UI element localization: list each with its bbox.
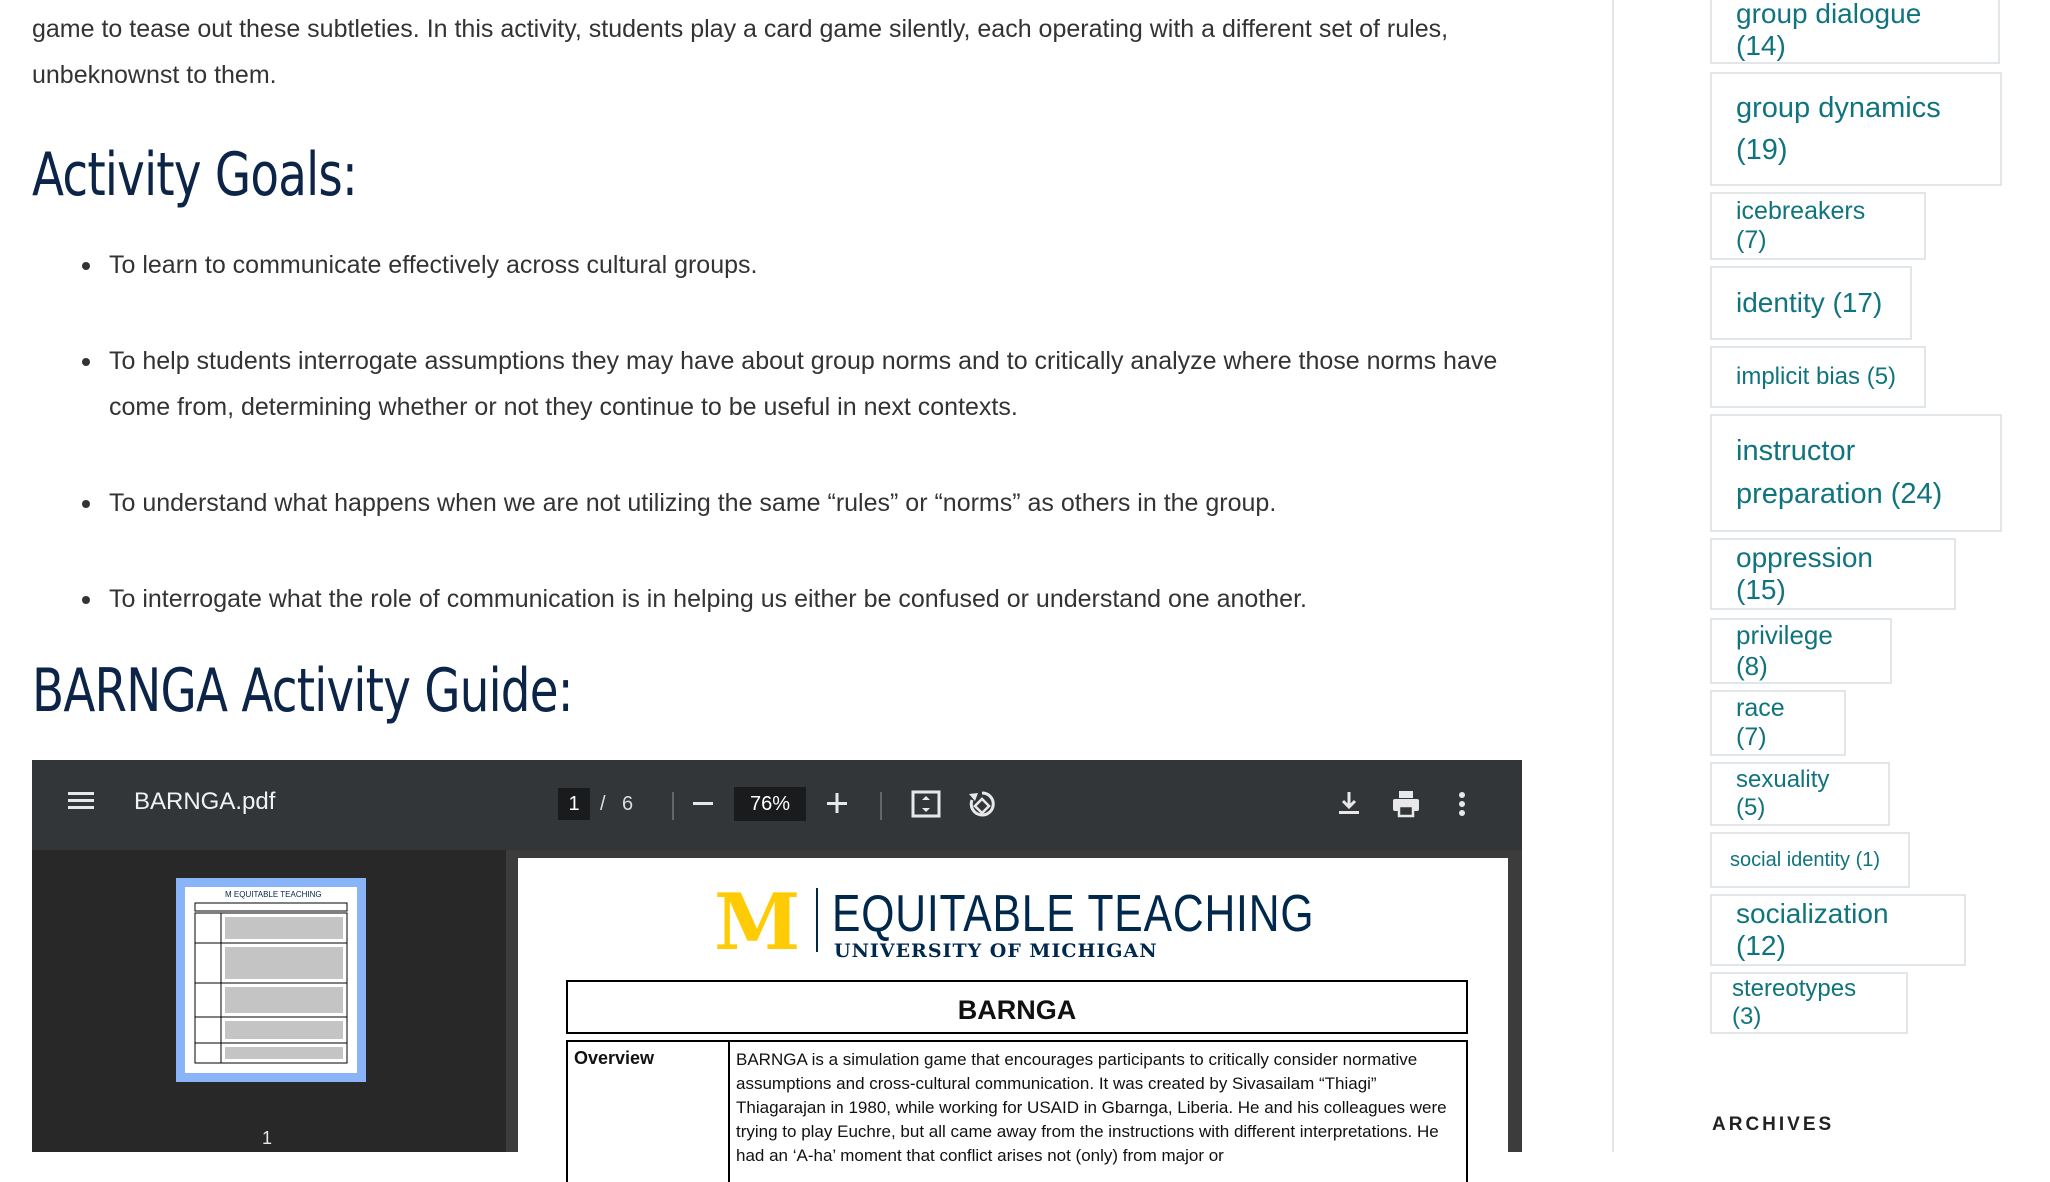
- page-total: 6: [622, 793, 634, 815]
- page-thumbnail[interactable]: [176, 878, 366, 1082]
- tag-group-dynamics[interactable]: [1710, 72, 2002, 186]
- document-title: BARNGA: [957, 995, 1077, 1025]
- zoom-in-icon[interactable]: [824, 790, 850, 824]
- document-title-box: [566, 980, 1468, 1034]
- tag-social-identity[interactable]: [1710, 832, 1910, 888]
- goal-item: To learn to communicate effectively across cultural groups.: [109, 242, 1539, 288]
- sidebar: [1612, 0, 2050, 1152]
- pdf-toolbar: [32, 760, 1522, 850]
- tag-identity[interactable]: [1710, 266, 1912, 340]
- tag-race[interactable]: [1710, 690, 1846, 756]
- tag-label: identity (17): [1736, 287, 1883, 318]
- brand-subtitle: UNIVERSITY OF MICHIGAN: [834, 940, 1158, 962]
- article: [32, 0, 1532, 726]
- tag-label: socialization (12): [1736, 898, 1889, 961]
- fit-page-icon[interactable]: [910, 788, 942, 828]
- goal-item: To help students interrogate assumptions they may have about group norms and to critically analyze where those norms have come from, determining whether or not they continue to be useful in next contexts.: [109, 338, 1539, 430]
- tag-label: group dynamics (19): [1736, 92, 1941, 166]
- zoom-out-icon[interactable]: [690, 790, 716, 824]
- toolbar-divider: [672, 792, 674, 820]
- tag-stereotypes[interactable]: [1710, 972, 1908, 1034]
- more-options-icon[interactable]: [1452, 788, 1472, 828]
- table-divider: [728, 1042, 730, 1182]
- goal-item: To understand what happens when we are not utilizing the same “rules” or “norms” as others in the group.: [109, 480, 1539, 526]
- toolbar-divider: [880, 792, 882, 820]
- pdf-viewer[interactable]: [32, 760, 1522, 1165]
- tag-label: icebreakers (7): [1736, 197, 1866, 254]
- tag-privilege[interactable]: [1710, 618, 1892, 684]
- intro-paragraph: game to tease out these subtleties. In this activity, students play a card game silently, each operating with a different set of rules, unbeknownst to them.: [32, 15, 1449, 89]
- tag-sexuality[interactable]: [1710, 762, 1890, 826]
- print-icon[interactable]: [1390, 788, 1422, 828]
- svg-text:M EQUITABLE TEACHING: M EQUITABLE TEACHING: [225, 890, 322, 899]
- tag-socialization[interactable]: [1710, 894, 1966, 966]
- thumbnail-page-number: 1: [262, 1128, 273, 1148]
- zoom-level-input[interactable]: 76%: [734, 787, 806, 821]
- tag-label: privilege (8): [1736, 620, 1833, 681]
- activity-guide-heading: BARNGA Activity Guide:: [32, 656, 573, 726]
- pdf-page: [518, 858, 1508, 1165]
- goals-list: [32, 242, 1539, 672]
- archives-heading: ARCHIVES: [1712, 1114, 1835, 1135]
- tag-group-dialogue[interactable]: [1710, 0, 2000, 64]
- overview-text: BARNGA is a simulation game that encourages participants to critically consider normative assumptions and cross-cultural communication. It was created by Sivasailam “Thiagi” Thiagarajan in 1980, while working for USAID in Gbarnga, Liberia. He and his colleagues were trying to play Euchre, but all came away from the instructions with different interpretations. He had an ‘A-ha’ moment that conflict arises not (only) from major or: [736, 1050, 1447, 1165]
- download-icon[interactable]: [1334, 788, 1364, 826]
- tag-label: oppression (15): [1736, 542, 1873, 605]
- brand-title: EQUITABLE TEACHING: [832, 885, 1315, 943]
- overview-row: [566, 1040, 1468, 1182]
- tag-label: implicit bias (5): [1736, 363, 1897, 390]
- tag-icebreakers[interactable]: [1710, 192, 1926, 260]
- page-number-input[interactable]: 1: [558, 788, 590, 820]
- menu-icon[interactable]: [66, 786, 96, 824]
- tag-implicit-bias[interactable]: [1710, 346, 1926, 408]
- page-separator: /: [600, 793, 606, 815]
- pdf-file-name: BARNGA.pdf: [134, 788, 276, 815]
- tag-label: sexuality (5): [1736, 766, 1830, 821]
- tag-oppression[interactable]: [1710, 538, 1956, 610]
- activity-goals-heading: Activity Goals:: [32, 140, 357, 210]
- tag-label: stereotypes (3): [1732, 975, 1857, 1030]
- tag-label: race (7): [1736, 694, 1785, 751]
- thumbnail-preview: [185, 887, 357, 1073]
- tag-label: instructor preparation (24): [1736, 435, 1943, 510]
- tag-label: group dialogue (14): [1736, 0, 1922, 61]
- brand-divider: [816, 888, 818, 952]
- tag-label: social identity (1): [1730, 848, 1881, 871]
- goal-item: To interrogate what the role of communication is in helping us either be confused or understand one another.: [109, 576, 1539, 622]
- overview-label: Overview: [574, 1048, 655, 1068]
- michigan-block-m-logo: M: [714, 877, 801, 968]
- rotate-icon[interactable]: [966, 788, 998, 828]
- tag-instructor-preparation[interactable]: [1710, 414, 2002, 532]
- thumbnail-page-image: [185, 887, 357, 1073]
